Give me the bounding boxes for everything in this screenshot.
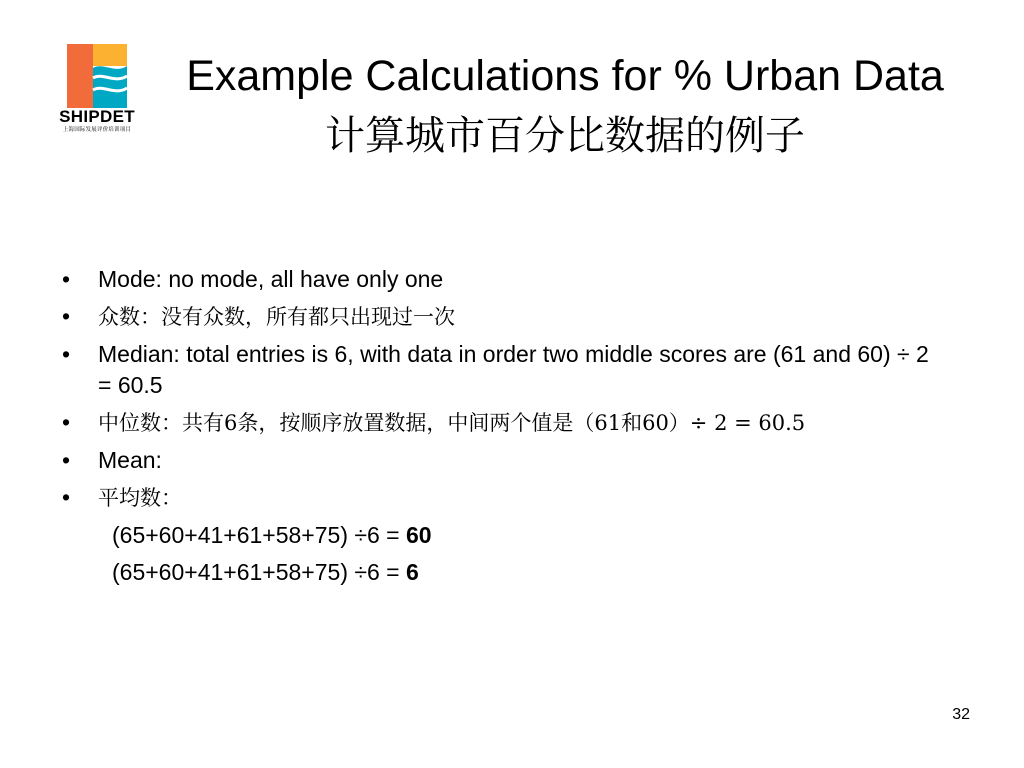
bullet-text: 众数：没有众数，所有都只出现过一次 (98, 305, 455, 329)
title-english: Example Calculations for % Urban Data (186, 52, 944, 100)
bullet-item-mode-chinese (62, 301, 942, 333)
title-chinese: 计算城市百分比数据的例子 (325, 113, 805, 159)
bullet-text: Mode: no mode, all have only one (98, 266, 444, 292)
bullet-text: Median: total entries is 6, with data in order two middle scores are (61 and 60) ÷ 2 = 60.5 (98, 341, 929, 398)
mean-formula-line (62, 557, 942, 588)
formula-result: 6 (406, 559, 419, 585)
bullet-text: 中位数：共有6条，按顺序放置数据，中间两个值是（61和60）÷ 2 = 60.5 (98, 411, 806, 435)
shipdet-logo (52, 44, 142, 136)
bullet-marker: • (62, 409, 71, 435)
slide-body (62, 264, 942, 594)
bullet-item-mode (62, 264, 942, 295)
bullet-marker: • (62, 447, 71, 473)
shipdet-logo-mark (67, 44, 127, 108)
page-number: 32 (952, 706, 970, 723)
logo-wordmark: SHIPDET (59, 107, 135, 126)
mean-formula-line (62, 520, 942, 551)
bullet-marker: • (62, 484, 71, 510)
bullet-item-mean-chinese (62, 482, 942, 514)
logo-subtitle: 上海国际发展评价培训项目 (62, 127, 132, 133)
formula-expression: (65+60+41+61+58+75) ÷6 = (112, 522, 406, 548)
slide-title (160, 50, 970, 162)
bullet-marker: • (62, 341, 71, 367)
bullet-marker: • (62, 266, 71, 292)
formula-result: 60 (406, 522, 432, 548)
bullet-item-median (62, 339, 942, 401)
bullet-marker: • (62, 303, 71, 329)
bullet-item-mean (62, 445, 942, 476)
bullet-item-median-chinese (62, 407, 942, 439)
bullet-text: 平均数： (98, 486, 182, 510)
bullet-text: Mean: (98, 447, 162, 473)
formula-expression: (65+60+41+61+58+75) ÷6 = (112, 559, 406, 585)
